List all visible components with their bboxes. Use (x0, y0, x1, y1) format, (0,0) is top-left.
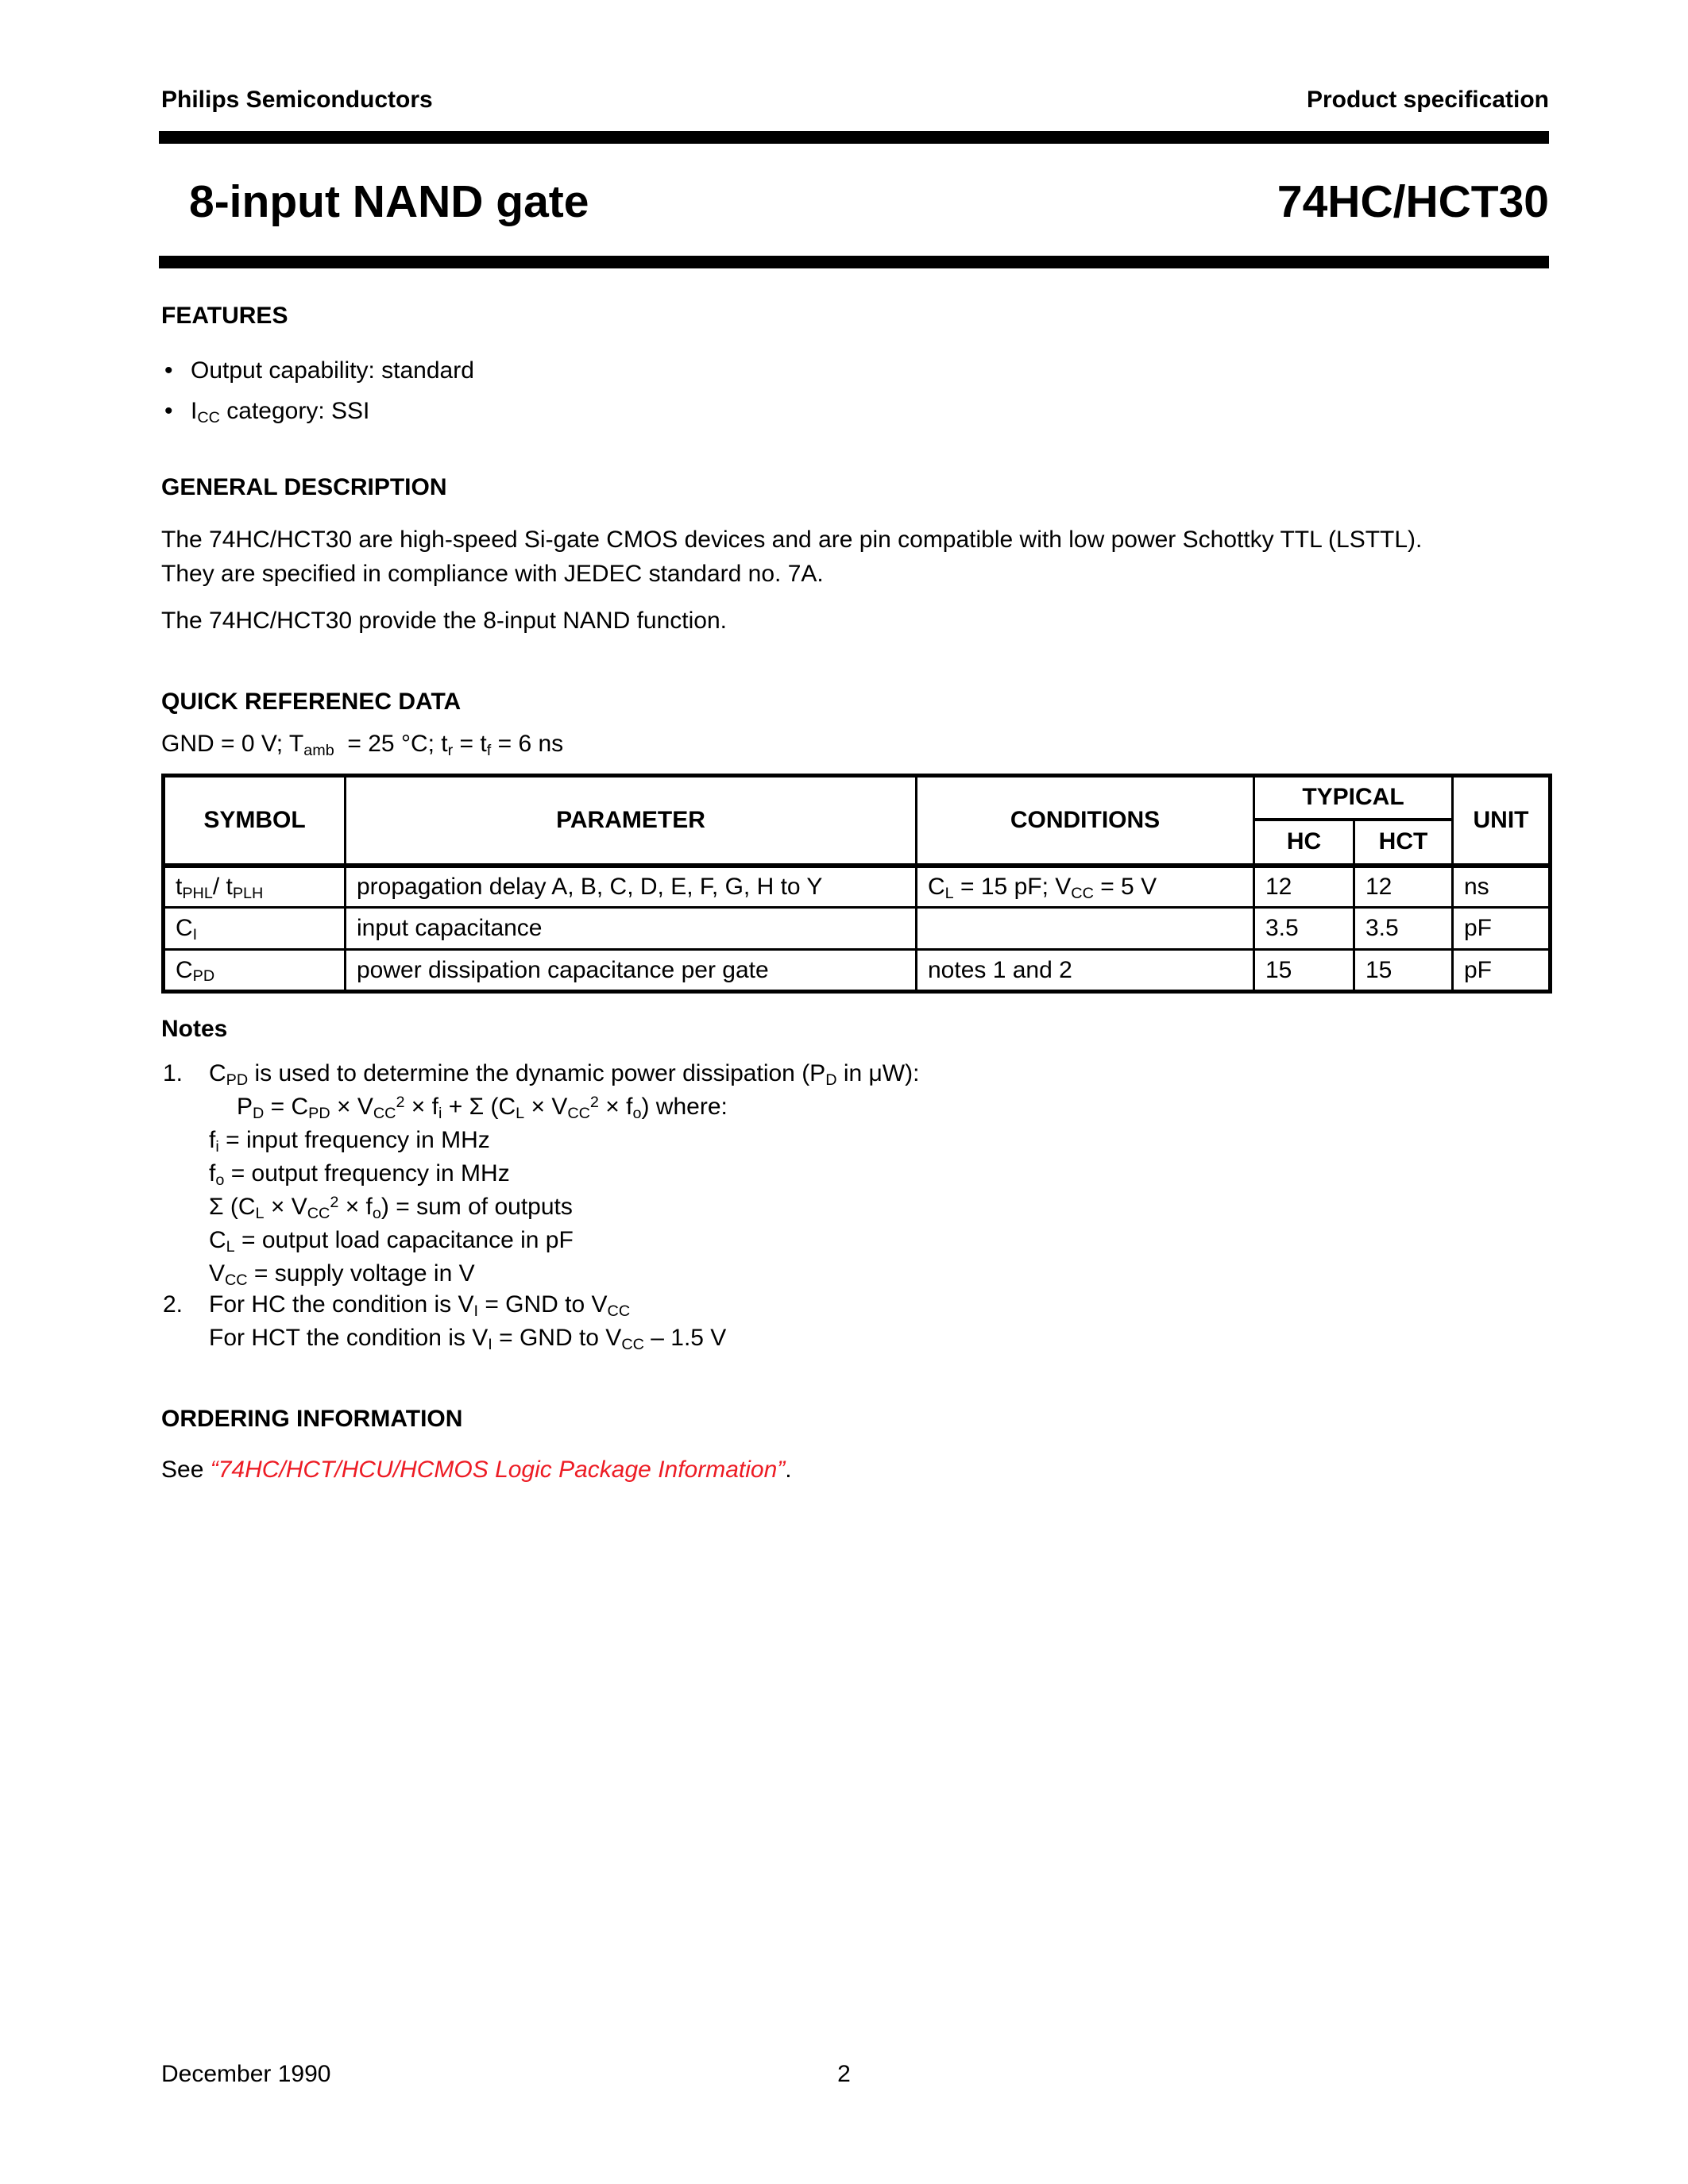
ordering-information-heading: ORDERING INFORMATION (161, 1406, 463, 1432)
hct-value-cell: 12 (1354, 866, 1453, 908)
note-2-line-2: For HCT the condition is VI = GND to VCC – 1.5 V (209, 1325, 727, 1353)
page-title: 8-input NAND gate (189, 176, 589, 227)
header-rule (159, 131, 1549, 144)
title-rule (159, 256, 1549, 268)
hc-value-cell: 15 (1254, 950, 1354, 992)
page-number: 2 (837, 2061, 851, 2087)
general-description-paragraph-2: The 74HC/HCT30 provide the 8-input NAND function. (161, 608, 728, 634)
note-2-number: 2. (163, 1291, 183, 1318)
unit-cell: ns (1453, 866, 1551, 908)
features-heading: FEATURES (161, 303, 288, 329)
general-description-line-2: They are specified in compliance with JEDEC standard no. 7A. (161, 561, 824, 587)
parameter-cell: input capacitance (346, 908, 917, 950)
column-header-hct: HCT (1354, 820, 1453, 866)
note-1-def-load-capacitance: CL = output load capacitance in pF (209, 1227, 574, 1256)
hct-value-cell: 3.5 (1354, 908, 1453, 950)
vendor-name: Philips Semiconductors (161, 87, 433, 113)
hct-value-cell: 15 (1354, 950, 1453, 992)
conditions-cell: CL = 15 pF; VCC = 5 V (917, 866, 1254, 908)
column-header-conditions: CONDITIONS (917, 776, 1254, 866)
column-header-typical: TYPICAL (1254, 776, 1453, 820)
parameter-cell: propagation delay A, B, C, D, E, F, G, H to Y (346, 866, 917, 908)
general-description-line-1: The 74HC/HCT30 are high-speed Si-gate CMOS devices and are pin compatible with low power Schottky TTL (LSTTL). (161, 527, 1423, 553)
feature-item-icc-category: • ICC category: SSI (164, 394, 369, 431)
symbol-cell: CPD (164, 950, 346, 992)
column-header-parameter: PARAMETER (346, 776, 917, 866)
table-row-input-capacitance (164, 908, 1551, 950)
notes-heading: Notes (161, 1016, 228, 1042)
quick-reference-heading: QUICK REFERENEC DATA (161, 689, 462, 715)
spec-type: Product specification (1306, 87, 1549, 113)
table-row-propagation-delay (164, 866, 1551, 908)
note-1-def-sum-of-outputs: Σ $(CL \times VCC^2 \times fo)$ = sum of outputs (209, 1194, 573, 1222)
symbol-cell: tPHL/ tPLH (164, 866, 346, 908)
footer-date: December 1990 (161, 2061, 331, 2087)
quick-reference-table (161, 774, 1552, 994)
feature-item-output-capability: • Output capability: standard (164, 353, 474, 388)
unit-cell: pF (1453, 908, 1551, 950)
note-1-def-supply-voltage: VCC = supply voltage in V (209, 1260, 475, 1289)
general-description-heading: GENERAL DESCRIPTION (161, 474, 447, 500)
column-header-hc: HC (1254, 820, 1354, 866)
unit-cell: pF (1453, 950, 1551, 992)
bullet-icon: • (164, 357, 173, 384)
note-1-number: 1. (163, 1060, 183, 1086)
note-1-def-input-frequency: fi = input frequency in MHz (209, 1127, 490, 1156)
note-1-formula: PD = CPD × $VCC^2$ × fi + Σ $(CL \times VCC^2 \times fo)$ where: (237, 1094, 728, 1122)
column-header-unit: UNIT (1453, 776, 1551, 866)
column-header-symbol: SYMBOL (164, 776, 346, 866)
note-1-def-output-frequency: fo = output frequency in MHz (209, 1160, 510, 1189)
conditions-cell: notes 1 and 2 (917, 950, 1254, 992)
ordering-reference: See “74HC/HCT/HCU/HCMOS Logic Package Information”. (161, 1457, 792, 1483)
hc-value-cell: 3.5 (1254, 908, 1354, 950)
conditions-cell (917, 908, 1254, 950)
parameter-cell: power dissipation capacitance per gate (346, 950, 917, 992)
table-row-power-dissipation (164, 950, 1551, 992)
note-1-intro: CPD is used to determine the dynamic power dissipation (PD in μW): (209, 1060, 920, 1089)
note-2-line-1: For HC the condition is VI = GND to VCC (209, 1291, 631, 1320)
quick-reference-conditions: GND = 0 V; Tamb = 25 °C; tr = tf = 6 ns (161, 731, 564, 759)
hc-value-cell: 12 (1254, 866, 1354, 908)
bullet-icon: • (164, 398, 173, 424)
symbol-cell: CI (164, 908, 346, 950)
package-info-link[interactable]: “74HC/HCT/HCU/HCMOS Logic Package Information” (210, 1457, 786, 1483)
part-number: 74HC/HCT30 (1277, 176, 1549, 227)
